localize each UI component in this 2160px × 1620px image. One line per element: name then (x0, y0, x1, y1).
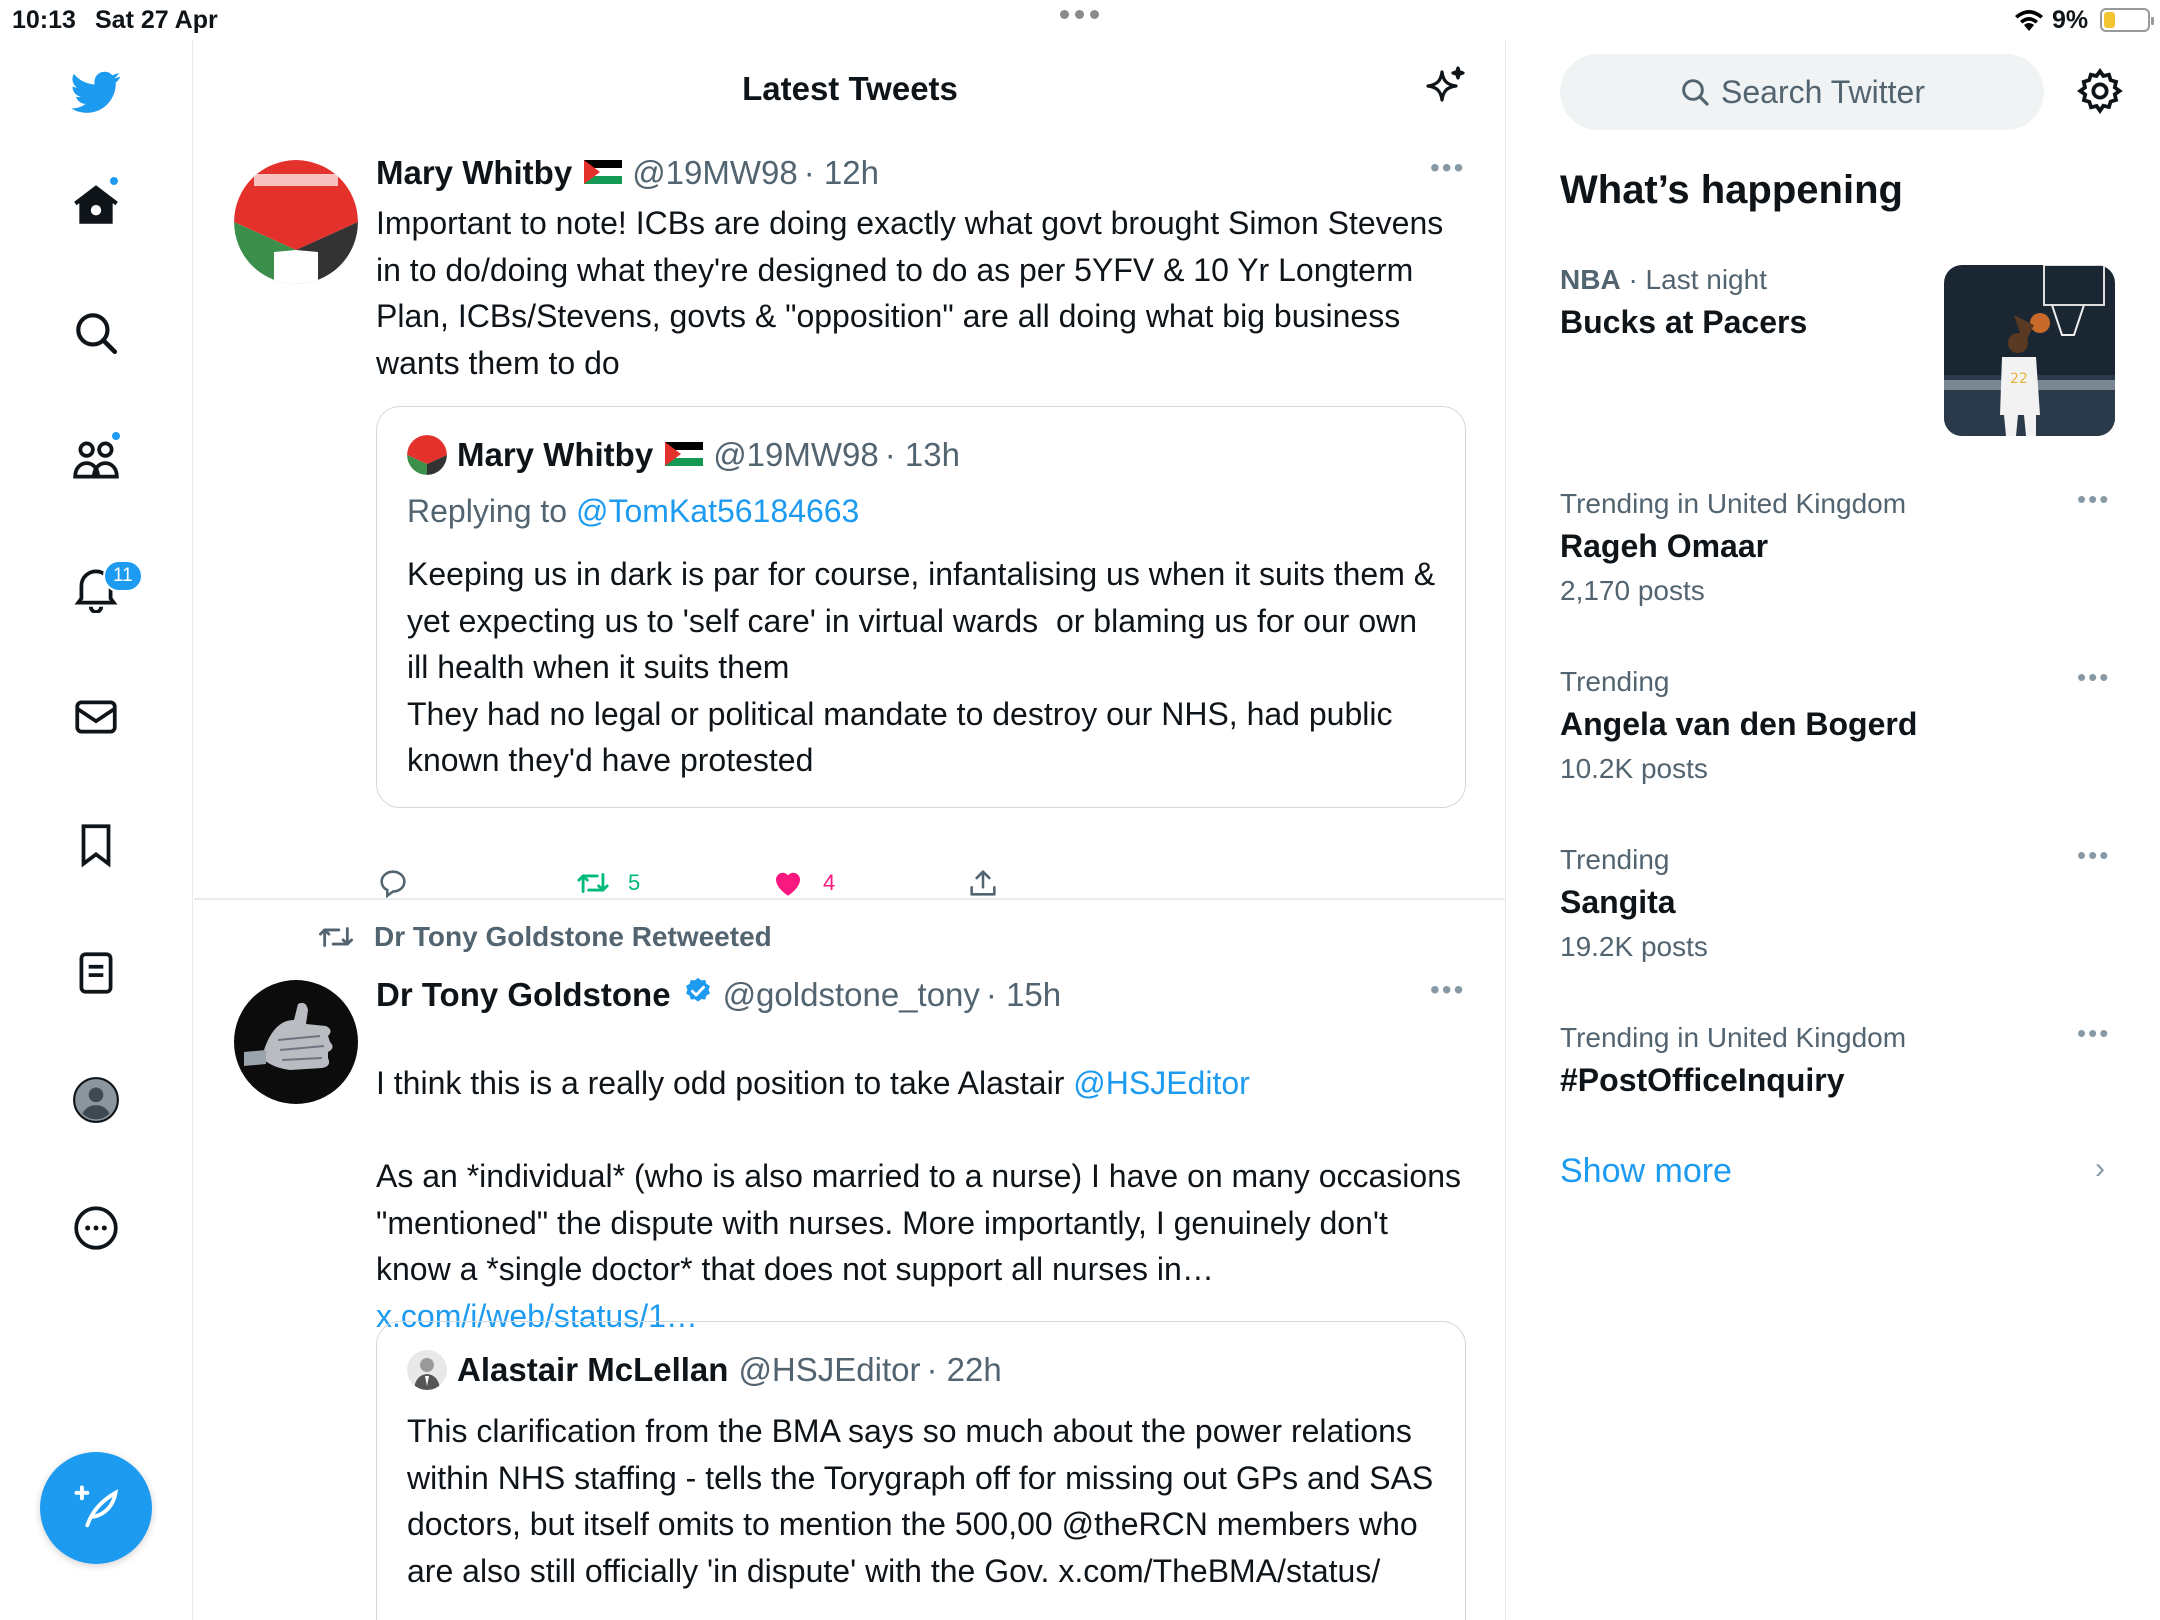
left-navigation (0, 40, 193, 1620)
trend-meta: Trending in United Kingdom (1560, 488, 1907, 519)
quoted-author-handle: @HSJEditor (738, 1351, 921, 1388)
trend-post-count: 10.2K posts (1560, 753, 1708, 784)
trend-more-icon[interactable]: ••• (2077, 840, 2111, 870)
quoted-tweet-time: · 13h (884, 436, 960, 473)
search-placeholder: Search Twitter (1721, 73, 1925, 110)
timeline-column (194, 40, 1506, 1620)
quoted-tweet[interactable] (376, 1321, 1466, 1620)
battery-percentage: 9% (2052, 6, 2089, 34)
compose-tweet-button[interactable] (40, 1452, 152, 1564)
battery-icon (2100, 8, 2150, 32)
communities-icon[interactable] (66, 430, 126, 490)
like-button[interactable] (771, 866, 835, 900)
tweet-text-line1 (376, 1060, 1466, 1107)
trend-item[interactable] (1560, 1022, 2120, 1099)
tweet-text-intro: I think this is a really odd position to take Alastair (376, 1065, 1074, 1101)
quoted-author-name: Mary Whitby (457, 436, 654, 473)
show-more-link[interactable]: Show more (1560, 1152, 1732, 1190)
trend-meta: Trending (1560, 666, 1670, 697)
author-handle[interactable]: @19MW98 (632, 154, 798, 191)
trend-more-icon[interactable]: ••• (2077, 484, 2111, 514)
trend-name: Angela van den Bogerd (1560, 706, 1918, 742)
quoted-tweet-time: · 22h (926, 1351, 1002, 1388)
communities-unread-dot (110, 430, 122, 442)
tweet-actions (376, 866, 1376, 906)
trend-name: #PostOfficeInquiry (1560, 1062, 1845, 1098)
quoted-avatar (407, 435, 447, 475)
author-name[interactable]: Dr Tony Goldstone (376, 976, 671, 1013)
reply-icon (376, 866, 410, 900)
right-sidebar (1507, 40, 2160, 1620)
quoted-tweet-text: This clarification from the BMA says so much about the power relations within NHS staffing - tells the Torygraph off for missing out GPs and SAS doctors, but itself omits to mention the 500,00 @theRCN members who are also still officially 'in dispute' with the Gov. x.com/TheBMA/status/ (407, 1413, 1443, 1589)
more-options-icon[interactable] (66, 1198, 126, 1258)
tweet-divider (194, 898, 1506, 900)
trend-name: Rageh Omaar (1560, 528, 1769, 564)
trend-name: Bucks at Pacers (1560, 304, 1808, 340)
lists-icon[interactable] (66, 943, 126, 1003)
trend-meta: Trending (1560, 844, 1670, 875)
tweet-time[interactable]: · 12h (803, 154, 879, 191)
trend-item[interactable] (1560, 488, 2120, 607)
trend-thumbnail-image[interactable] (1944, 265, 2115, 436)
trend-more-icon[interactable]: ••• (2077, 1018, 2111, 1048)
svg-text:22: 22 (2010, 371, 2028, 387)
mention-link[interactable]: @HSJEditor (1073, 1065, 1250, 1101)
status-link[interactable]: x.com/i/web/status/1… (376, 1297, 698, 1334)
messages-envelope-icon[interactable] (66, 687, 126, 747)
feather-plus-icon (70, 1482, 122, 1534)
status-time: 10:13 (12, 6, 76, 34)
chevron-right-icon[interactable]: › (2095, 1152, 2105, 1185)
quoted-avatar (407, 1350, 447, 1390)
retweet-count: 5 (628, 870, 641, 895)
home-icon[interactable] (66, 175, 126, 235)
trend-item[interactable] (1560, 844, 2120, 963)
quoted-author-handle: @19MW98 (713, 436, 879, 473)
trend-name: Sangita (1560, 884, 1676, 920)
author-name[interactable]: Mary Whitby (376, 154, 573, 191)
retweeted-by-label[interactable]: Dr Tony Goldstone Retweeted (374, 921, 772, 952)
verified-badge-icon (683, 976, 713, 1014)
tweet-more-icon[interactable]: ••• (1430, 974, 1466, 1005)
replying-to-label: Replying to (407, 493, 576, 529)
search-input[interactable] (1560, 54, 2044, 130)
share-upload-icon (966, 866, 1000, 900)
palestine-flag-icon (665, 436, 703, 474)
tweet-time[interactable]: · 15h (985, 976, 1062, 1013)
trend-context: · Last night (1620, 264, 1767, 295)
avatar[interactable] (234, 160, 358, 284)
replying-to-line (407, 493, 859, 530)
replying-to-mention-link[interactable]: @TomKat56184663 (575, 493, 860, 529)
home-unread-dot (108, 175, 120, 187)
notifications-count-badge: 11 (103, 560, 143, 592)
sparkle-timeline-toggle-icon[interactable] (1420, 64, 1468, 112)
bookmarks-icon[interactable] (66, 815, 126, 875)
retweet-button[interactable] (576, 866, 640, 900)
trend-post-count: 19.2K posts (1560, 931, 1708, 962)
share-button[interactable] (966, 866, 1000, 900)
multitasking-dots-icon[interactable] (1060, 10, 1099, 19)
author-handle[interactable]: @goldstone_tony (722, 976, 980, 1013)
retweet-icon (316, 920, 356, 954)
page-title: Latest Tweets (742, 70, 958, 107)
reply-button[interactable] (376, 866, 410, 900)
trend-item[interactable] (1560, 666, 2120, 785)
explore-search-icon[interactable] (66, 303, 126, 363)
tweet-more-icon[interactable]: ••• (1430, 152, 1466, 183)
profile-avatar-icon[interactable] (66, 1070, 126, 1130)
retweet-icon (576, 866, 610, 900)
like-count: 4 (823, 870, 836, 895)
trend-more-icon[interactable]: ••• (2077, 662, 2111, 692)
twitter-logo-icon[interactable] (66, 62, 126, 122)
quoted-tweet-text: Keeping us in dark is par for course, infantalising us when it suits them & yet expecting us to 'self care' in virtual wards or blaming us for our own ill health when it suits them They had no legal or political mandate to destroy our NHS, had public known they'd have protested (407, 556, 1436, 778)
quoted-author-name: Alastair McLellan (457, 1351, 729, 1388)
wifi-icon (2012, 7, 2046, 33)
trend-meta: Trending in United Kingdom (1560, 1022, 1907, 1053)
avatar[interactable] (234, 980, 358, 1104)
settings-gear-icon[interactable] (2075, 66, 2125, 116)
retweeted-by-line (316, 920, 772, 954)
tweet-text-paragraph: As an *individual* (who is also married to a nurse) I have on many occasions "mentioned" the dispute with nurses. More importantly, I genuinely don't know a *single doctor* that does not support all nurses in… (376, 1158, 1470, 1287)
search-icon (1679, 76, 1711, 108)
palestine-flag-icon (584, 154, 622, 192)
trend-category: NBA (1560, 264, 1621, 295)
status-bar (0, 0, 2160, 40)
quoted-tweet[interactable] (376, 406, 1466, 808)
tweet-text-body (376, 1153, 1470, 1339)
whats-happening-title: What’s happening (1560, 168, 1903, 212)
status-date: Sat 27 Apr (95, 6, 218, 34)
trend-post-count: 2,170 posts (1560, 575, 1705, 606)
heart-filled-icon (771, 866, 805, 900)
tweet-text: Important to note! ICBs are doing exactly what govt brought Simon Stevens in to do/doing what they're designed to do as per 5YFV & 10 Yr Longterm Plan, ICBs/Stevens, govts & "opposition" are all doing what big business wants them to do (376, 205, 1453, 381)
